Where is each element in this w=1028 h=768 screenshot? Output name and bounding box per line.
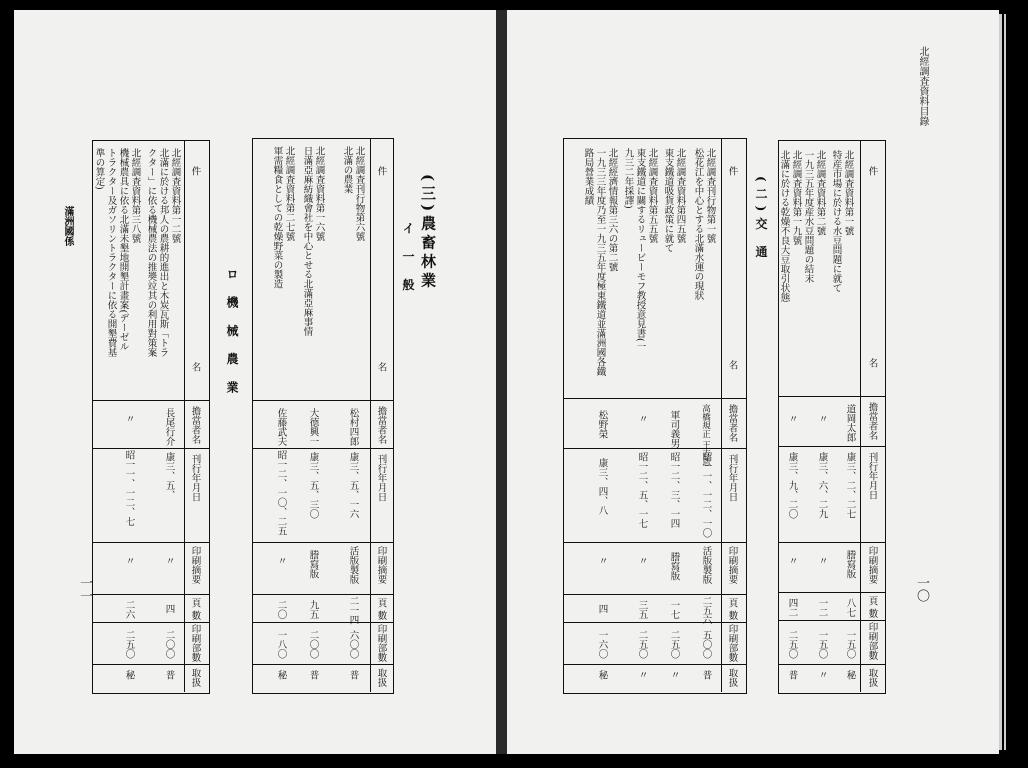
row-handling: 普 bbox=[307, 670, 319, 680]
row-pages: 四 bbox=[163, 604, 175, 614]
row-handling: 秘 bbox=[844, 670, 856, 680]
row-title: 一九三三年度乃至一九三五年度極東鐵道並滿洲國各鐵 bbox=[594, 148, 606, 376]
row-title: 北經調査資料第一號 bbox=[842, 150, 854, 236]
row-pages: 八七 bbox=[844, 598, 856, 617]
header-method: 印刷摘要 bbox=[866, 546, 878, 584]
row-date: 昭一二、五、一七 bbox=[636, 452, 648, 528]
book-binding bbox=[496, 10, 507, 754]
row-pages: 二一四 bbox=[347, 596, 359, 625]
row-method: 謄寫版 bbox=[844, 550, 856, 579]
row-title: 路局營業成績 bbox=[582, 148, 594, 205]
header-item: 件 bbox=[726, 166, 738, 176]
row-copies: 五〇〇 bbox=[700, 630, 712, 659]
row-author: 長尾行介 bbox=[163, 408, 175, 446]
row-handling: 普 bbox=[347, 670, 359, 680]
section-heading: (二)交 通 bbox=[754, 176, 768, 264]
row-handling: 〃 bbox=[636, 670, 648, 680]
row-author: 〃 bbox=[636, 414, 648, 424]
row-title: 準の算定) bbox=[93, 148, 105, 190]
row-date: 康三、四、八 bbox=[596, 458, 608, 515]
header-pages: 頁 數 bbox=[726, 598, 738, 621]
row-title: クター」に依る機械農法の推奬竝其の利用對策案 bbox=[145, 148, 157, 357]
row-handling: 普 bbox=[700, 670, 712, 680]
page-number: 一一 bbox=[77, 576, 92, 602]
row-handling: 普 bbox=[786, 670, 798, 680]
row-handling: 秘 bbox=[275, 670, 287, 680]
row-date: 康三、二、二七 bbox=[844, 452, 856, 519]
row-title: 特産市場に於ける水豆問題に就て bbox=[830, 150, 842, 293]
header-name: 名 bbox=[866, 358, 878, 368]
row-title: 北經調査資料第一九號 bbox=[790, 150, 802, 245]
header-handling: 取扱 bbox=[866, 668, 878, 687]
row-pages: 四二 bbox=[786, 598, 798, 617]
row-date: 康三、六、二九 bbox=[816, 452, 828, 519]
header-author: 擔當者名 bbox=[189, 406, 201, 444]
row-title: 北滿の農業 bbox=[341, 146, 353, 194]
header-author: 擔當者名 bbox=[866, 402, 878, 440]
row-title: 北經調査資料第二七號 bbox=[283, 146, 295, 241]
row-title: 北經調査資料第五五號 bbox=[646, 148, 658, 243]
header-item: 件 bbox=[866, 166, 878, 176]
row-method: 〃 bbox=[163, 556, 175, 566]
row-method: 〃 bbox=[816, 556, 828, 566]
row-method: 〃 bbox=[786, 556, 798, 566]
row-title: 北經調査刊行物第六號 bbox=[353, 146, 365, 241]
row-date: 康三、九、二〇 bbox=[786, 452, 798, 519]
row-title: トラクター及ガソリントラクターに依る開墾費基 bbox=[105, 148, 117, 357]
header-pages: 頁 數 bbox=[866, 596, 878, 619]
row-title: 北經調査資料第三八號 bbox=[129, 148, 141, 243]
header-method: 印刷摘要 bbox=[375, 546, 387, 584]
row-title: 北經調査資料第四五號 bbox=[674, 148, 686, 243]
row-copies: 一五〇 bbox=[816, 630, 828, 659]
row-title: 東支鐵道に關するリュービーモフ教授意見書(一 bbox=[634, 148, 646, 352]
row-method: 〃 bbox=[123, 556, 135, 566]
row-handling: 秘 bbox=[123, 670, 135, 680]
row-handling: 〃 bbox=[816, 670, 828, 680]
header-handling: 取扱 bbox=[189, 668, 201, 687]
header-date: 刊行年月日 bbox=[375, 454, 387, 502]
header-handling: 取扱 bbox=[375, 668, 387, 687]
row-handling: 普 bbox=[163, 670, 175, 680]
row-copies: 一五〇 bbox=[844, 630, 856, 659]
row-title: 北滿に於ける乾燥不良大豆取引状態 bbox=[778, 150, 790, 302]
row-pages: 二五六 bbox=[700, 596, 712, 625]
rule bbox=[778, 396, 885, 397]
header-copies: 印刷部數 bbox=[866, 622, 878, 660]
header-pages: 頁 數 bbox=[375, 598, 387, 621]
subsection-heading: イ 一 般 bbox=[401, 222, 415, 297]
row-title: 北經調査刊行物第一號 bbox=[704, 148, 716, 243]
page-number: 一〇 bbox=[914, 576, 929, 602]
row-title: 北經調査資料第一六號 bbox=[313, 146, 325, 241]
row-author: 高橋規正 王吉恩 bbox=[700, 404, 711, 467]
row-title: 機械農具に依る北滿未墾地開墾計畫案(デーゼル bbox=[117, 148, 129, 352]
row-method: 活版製版 bbox=[700, 546, 712, 584]
row-author: 道岡太郎 bbox=[844, 404, 856, 442]
row-pages: 三五 bbox=[636, 600, 648, 619]
header-date: 刊行年月日 bbox=[189, 454, 201, 502]
header-copies: 印刷部數 bbox=[726, 624, 738, 662]
row-copies: 二五〇 bbox=[123, 630, 135, 659]
row-title: 北經調査資料第二號 bbox=[814, 150, 826, 236]
row-pages: 二〇 bbox=[275, 600, 287, 619]
row-pages: 一二 bbox=[816, 598, 828, 617]
header-pages: 頁 數 bbox=[189, 598, 201, 621]
row-date: 昭一二、三、一四 bbox=[668, 452, 680, 528]
row-title: 東支鐵道吸貨政策に就て bbox=[662, 148, 674, 253]
header-item: 件 bbox=[375, 166, 387, 176]
row-method: 謄寫版 bbox=[668, 552, 680, 581]
header-item: 件 bbox=[189, 166, 201, 176]
row-method: 〃 bbox=[275, 556, 287, 566]
section-heading: (三)農畜林業 bbox=[419, 174, 437, 292]
row-copies: 二五〇 bbox=[786, 630, 798, 659]
row-author: 大德興一 bbox=[307, 408, 319, 446]
row-method: 活版製版 bbox=[347, 546, 359, 584]
header-name: 名 bbox=[375, 362, 387, 372]
row-copies: 二〇〇 bbox=[307, 630, 319, 659]
row-copies: 二五〇 bbox=[636, 630, 648, 659]
row-date: 昭一二、一〇、二五 bbox=[275, 450, 287, 536]
row-title: 北滿に於ける邦人の農耕的進出と木炭瓦斯「トラ bbox=[157, 148, 169, 357]
header-author: 擔當者名 bbox=[726, 404, 738, 442]
row-date: 昭一一、一二、一〇 bbox=[700, 452, 712, 538]
row-method: 謄寫版 bbox=[307, 550, 319, 579]
header-copies: 印刷部數 bbox=[189, 624, 201, 662]
row-copies: 二五〇 bbox=[668, 630, 680, 659]
row-author: 〃 bbox=[816, 414, 828, 424]
row-pages: 四 bbox=[596, 604, 608, 614]
row-author: 〃 bbox=[786, 414, 798, 424]
row-method: 〃 bbox=[596, 556, 608, 566]
row-copies: 一六〇 bbox=[596, 630, 608, 659]
row-method: 〃 bbox=[636, 556, 648, 566]
header-date: 刊行年月日 bbox=[726, 454, 738, 502]
footer-label: 滿洲國係 bbox=[62, 206, 73, 246]
row-author: 〃 bbox=[123, 414, 135, 424]
row-title: 日滿亞麻紡織會社を中心とせる北滿亞麻事情 bbox=[301, 146, 313, 336]
row-author: 松村四郎 bbox=[347, 408, 359, 446]
header-method: 印刷摘要 bbox=[726, 546, 738, 584]
left-page bbox=[14, 10, 496, 754]
header-copies: 印刷部數 bbox=[375, 624, 387, 662]
row-handling: 〃 bbox=[668, 670, 680, 680]
right-page bbox=[507, 10, 999, 754]
row-copies: 一八〇 bbox=[275, 630, 287, 659]
row-author: 松野榮 bbox=[596, 410, 608, 439]
row-author: 軍司義男 bbox=[668, 410, 680, 448]
row-pages: 一七 bbox=[668, 600, 680, 619]
header-method: 印刷摘要 bbox=[189, 546, 201, 584]
subsection-heading: ロ 機 械 農 業 bbox=[225, 268, 239, 399]
row-title: 松花江を中心とする北滿水運の現狀 bbox=[692, 148, 704, 300]
page-edge bbox=[1004, 14, 1006, 750]
row-title: 北經調査資料第一二號 bbox=[169, 148, 181, 243]
header-name: 名 bbox=[726, 360, 738, 370]
row-title: 北經經濟情報第三六の第二號 bbox=[606, 148, 618, 272]
row-title: 一九三五年度産水豆問題の結末 bbox=[802, 150, 814, 283]
header-author: 擔當者名 bbox=[375, 406, 387, 444]
row-date: 昭一一、一二、七 bbox=[123, 450, 135, 526]
row-author: 佐藤武夫 bbox=[275, 408, 287, 446]
header-name: 名 bbox=[189, 362, 201, 372]
row-title: 軍需糧食としての乾燥野菜の製造 bbox=[271, 146, 283, 289]
header-date: 刊行年月日 bbox=[866, 452, 878, 500]
header-handling: 取扱 bbox=[726, 668, 738, 687]
running-head: 北經調査資料目錄 bbox=[917, 46, 928, 126]
page-edge bbox=[999, 14, 1002, 750]
row-pages: 九五 bbox=[307, 600, 319, 619]
row-date: 康三、五、一六 bbox=[347, 452, 359, 519]
row-title: 九三二年採譯) bbox=[622, 148, 634, 209]
row-handling: 秘 bbox=[596, 670, 608, 680]
row-pages: 二六 bbox=[123, 600, 135, 619]
row-copies: 六〇〇 bbox=[347, 630, 359, 659]
row-date: 康三、五、 bbox=[163, 452, 175, 500]
row-copies: 二〇〇 bbox=[163, 630, 175, 659]
row-date: 康三、五、三〇 bbox=[307, 452, 319, 519]
